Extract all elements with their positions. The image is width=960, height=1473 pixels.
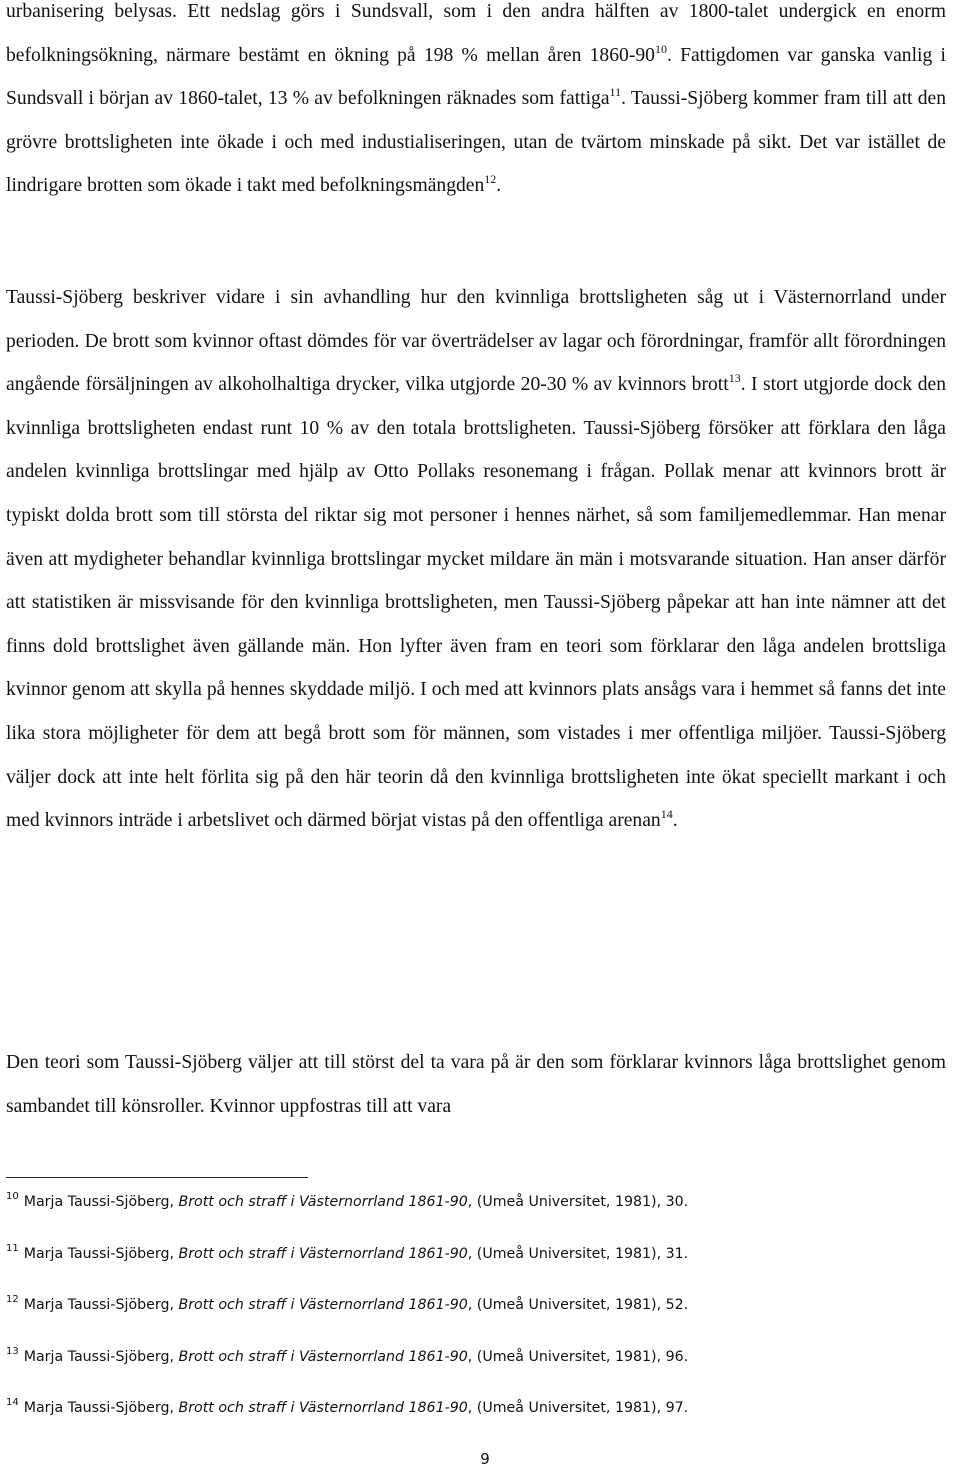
- footnote-details: , (Umeå Universitet, 1981), 96.: [467, 1349, 689, 1365]
- footnote-details: , (Umeå Universitet, 1981), 97.: [467, 1400, 689, 1416]
- paragraph-1: [6, 0, 946, 208]
- footnote-number: 11: [6, 1243, 19, 1254]
- footnote-author: Marja Taussi-Sjöberg,: [23, 1194, 179, 1210]
- footnote-number: 14: [6, 1397, 19, 1408]
- paragraph-text: . I stort utgjorde dock den kvinnliga brottsligheten endast runt 10 % av den totala brottsligheten. Taussi-Sjöberg försöker att förklara den låga andelen kvinnliga brottslingar med hjälp av Otto Pollaks resonemang i frågan. Pollak menar att kvinnors brott är typiskt dolda brott som till största del riktar sig mot personer i hennes närhet, så som familjemedlemmar. Han menar även att mydigheter behandlar kvinnliga brottslingar mycket mildare än män i motsvarande situation. Han anser därför att statistiken är missvisande för den kvinnliga brottsligheten, men Taussi-Sjöberg påpekar att han inte nämner att det finns dold brottslighet även gällande män. Hon lyfter även fram en teori som förklarar den låga andelen brottsliga kvinnor genom att skylla på hennes skyddade miljö. I och med att kvinnors plats ansågs vara i hemmet så fanns det inte lika stora möjligheter för dem att begå brott som för männen, som vistades i mer offentliga miljöer. Taussi-Sjöberg väljer dock att inte helt förlita sig på den här teorin då den kvinnliga brottsligheten inte ökat speciellt markant i och med kvinnors inträde i arbetslivet och därmed börjat vistas på den offentliga arenan: [6, 374, 946, 832]
- paragraph-text: Den teori som Taussi-Sjöberg väljer att till störst del ta vara på är den som förklarar kvinnors låga brottslighet genom sambandet till könsroller. Kvinnor uppfostras till att vara: [6, 1052, 946, 1117]
- footnote-number: 13: [6, 1346, 19, 1357]
- footnote-14: [6, 1398, 906, 1418]
- footnote-title: Brott och straff i Västernorrland 1861-90: [178, 1349, 468, 1365]
- footnote-10: [6, 1192, 906, 1212]
- footnote-author: Marja Taussi-Sjöberg,: [23, 1349, 179, 1365]
- footnote-title: Brott och straff i Västernorrland 1861-90: [178, 1297, 468, 1313]
- paragraph-text: Taussi-Sjöberg beskriver vidare i sin avhandling hur den kvinnliga brottsligheten såg ut i Västernorrland under perioden. De brott som kvinnor oftast dömdes för var överträdelser av lagar och förordningar, framför allt förordningen angående försäljningen av alkoholhaltiga drycker, vilka utgjorde 20-30 % av kvinnors brott: [6, 287, 946, 396]
- footnote-details: , (Umeå Universitet, 1981), 30.: [467, 1194, 689, 1210]
- footnote-title: Brott och straff i Västernorrland 1861-90: [178, 1194, 468, 1210]
- footnote-author: Marja Taussi-Sjöberg,: [23, 1246, 179, 1262]
- page-number: 9: [480, 1450, 490, 1468]
- footnote-details: , (Umeå Universitet, 1981), 52.: [467, 1297, 689, 1313]
- paragraph-2: [6, 276, 946, 843]
- footnote-ref-10[interactable]: 10: [654, 41, 667, 56]
- footnote-ref-13[interactable]: 13: [728, 371, 741, 386]
- footnote-11: [6, 1244, 906, 1264]
- paragraph-text: . Taussi-Sjöberg kommer fram till att den grövre brottsligheten inte ökade i och med industialiseringen, utan de tvärtom minskade på sikt. Det var istället de lindrigare brotten som ökade i takt med befolkningsmängden: [6, 88, 946, 197]
- paragraph-3: [6, 1041, 946, 1128]
- footnote-number: 12: [6, 1294, 19, 1305]
- footnote-12: [6, 1295, 906, 1315]
- paragraph-text: .: [496, 175, 502, 197]
- paragraph-text: . Fattigdomen var ganska vanlig i Sundsvall i början av 1860-talet, 13 % av befolkningen räknades som fattiga: [6, 44, 946, 110]
- footnote-title: Brott och straff i Västernorrland 1861-90: [178, 1246, 468, 1262]
- footnote-title: Brott och straff i Västernorrland 1861-90: [178, 1400, 468, 1416]
- footnote-13: [6, 1347, 906, 1367]
- footnote-separator: [6, 1177, 308, 1178]
- paragraph-text: .: [672, 810, 678, 832]
- footnote-author: Marja Taussi-Sjöberg,: [23, 1297, 179, 1313]
- footnote-number: 10: [6, 1191, 19, 1202]
- footnote-details: , (Umeå Universitet, 1981), 31.: [467, 1246, 689, 1262]
- footnote-ref-14[interactable]: 14: [660, 807, 673, 822]
- footnote-ref-11[interactable]: 11: [609, 85, 622, 100]
- footnote-author: Marja Taussi-Sjöberg,: [23, 1400, 179, 1416]
- paragraph-text: urbanisering belysas. Ett nedslag görs i Sundsvall, som i den andra hälften av 1800-talet undergick en enorm befolkningsökning, närmare bestämt en ökning på 198 % mellan åren 1860-90: [6, 1, 946, 66]
- footnote-ref-12[interactable]: 12: [484, 172, 497, 187]
